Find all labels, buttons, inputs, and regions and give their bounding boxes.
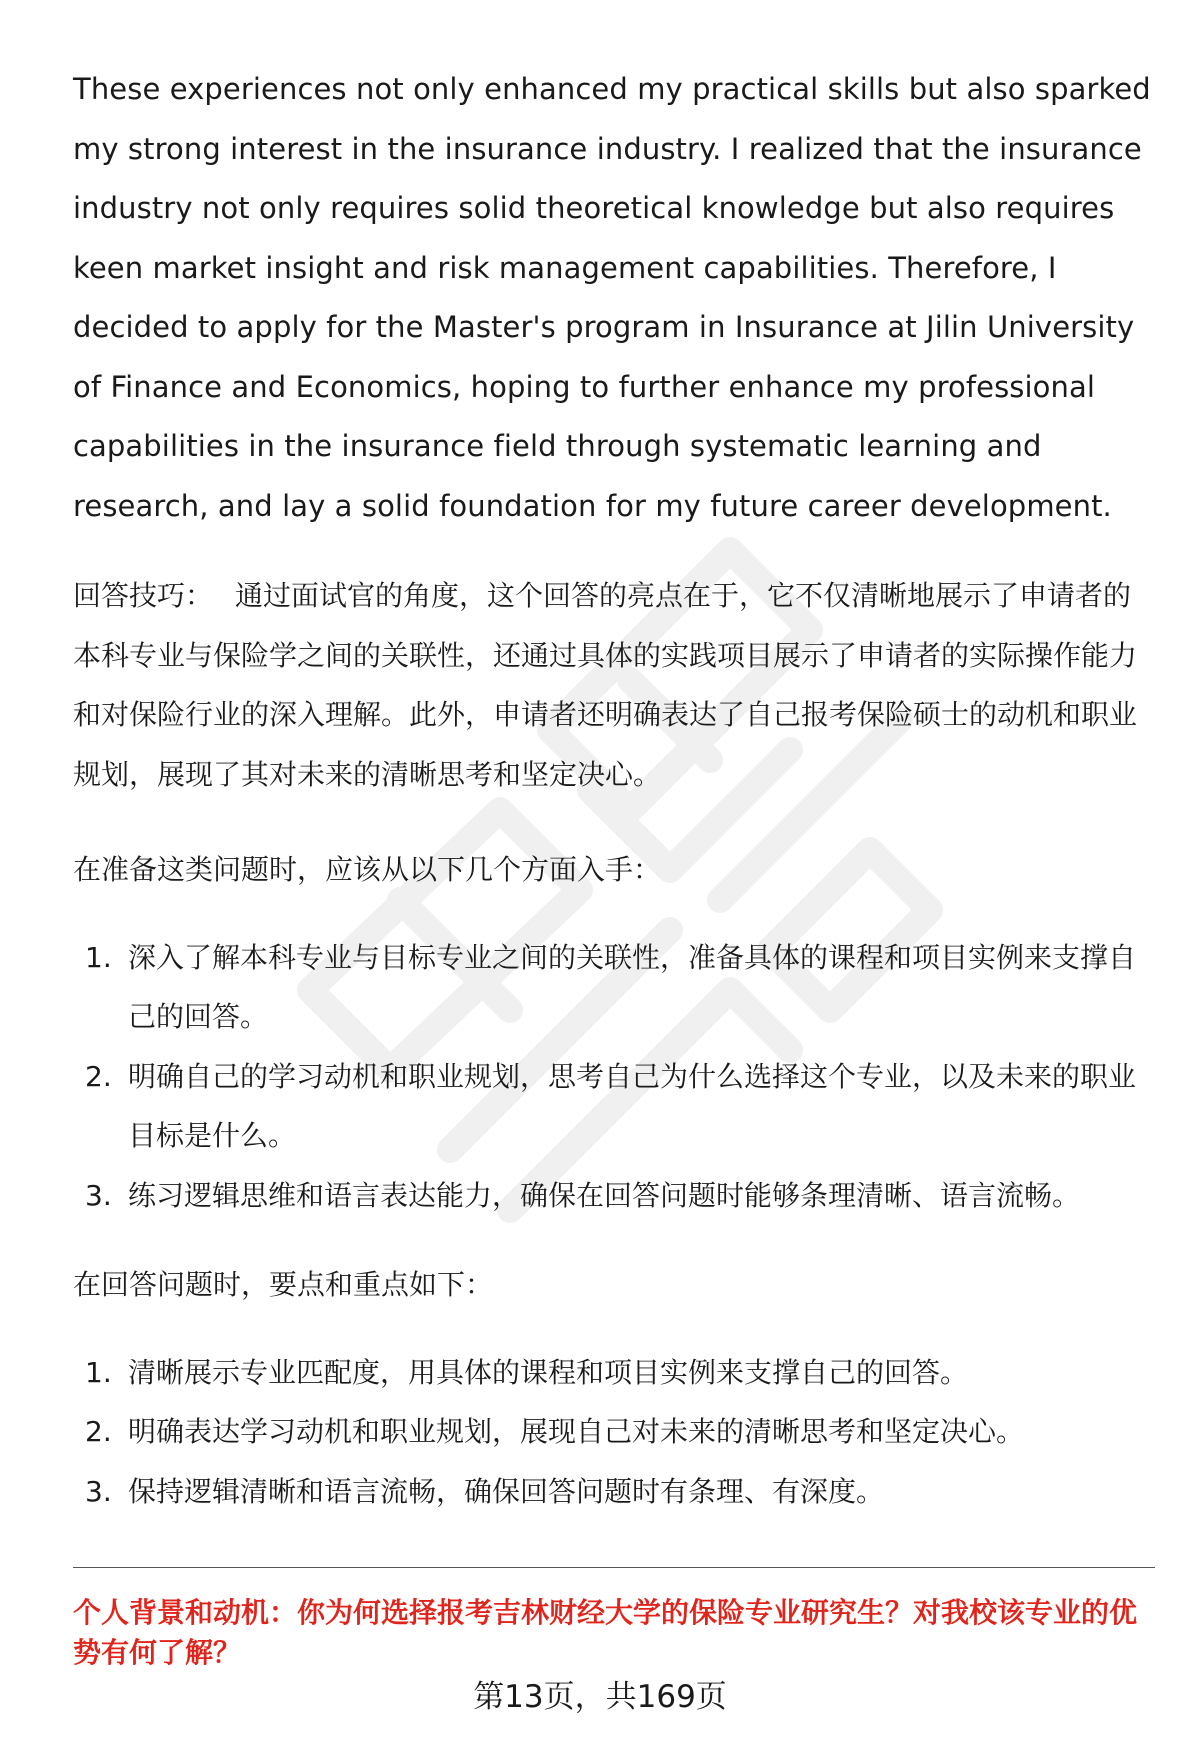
section-divider	[73, 1567, 1155, 1568]
answer-tip-label: 回答技巧：	[73, 579, 214, 612]
answer-tip-text: 通过面试官的角度，这个回答的亮点在于，它不仅清晰地展示了申请者的本科专业与保险学之间的关联性，还通过具体的实践项目展示了申请者的实际操作能力和对保险行业的深入理解。此外，申请者还明确表达了自己报考保险硕士的动机和职业规划，展现了其对未来的清晰思考和坚定决心。	[73, 579, 1138, 791]
list-item-text: 清晰展示专业匹配度，用具体的课程和项目实例来支撑自己的回答。	[128, 1355, 969, 1389]
list-item	[73, 1402, 1155, 1462]
main-content	[73, 60, 1155, 1521]
list-item	[73, 1166, 1155, 1226]
answer-tip-paragraph	[73, 566, 1155, 804]
preparation-list	[73, 928, 1155, 1226]
intro-paragraph: These experiences not only enhanced my practical skills but also sparked my strong interest in the insurance industry. I realized that the insurance industry not only requires solid theoretical knowledge but also requires keen market insight and risk management capabilities. Therefore, I decided to apply for the Master's program in Insurance at Jilin University of Finance and Economics, hoping to further enhance my professional capabilities in the insurance field through systematic learning and research, and lay a solid foundation for my future career development.	[73, 72, 1151, 523]
preparation-intro: 在准备这类问题时，应该从以下几个方面入手：	[73, 853, 662, 886]
list-item-number: 2.	[85, 1059, 112, 1093]
list-item-number: 2.	[85, 1415, 112, 1448]
list-item-text: 练习逻辑思维和语言表达能力，确保在回答问题时能够条理清晰、语言流畅。	[128, 1178, 1081, 1212]
list-item-text: 保持逻辑清晰和语言流畅，确保回答问题时有条理、有深度。	[128, 1474, 885, 1508]
list-item	[73, 1047, 1155, 1166]
list-item-number: 1.	[85, 1355, 112, 1389]
key-points-list	[73, 1343, 1155, 1522]
list-item-text: 深入了解本科专业与目标专业之间的关联性，准备具体的课程和项目实例来支撑自己的回答。	[128, 940, 1137, 1033]
list-item	[73, 928, 1155, 1047]
list-item-number: 3.	[85, 1474, 112, 1508]
list-item-text: 明确表达学习动机和职业规划，展现自己对未来的清晰思考和坚定决心。	[128, 1415, 1025, 1448]
list-item	[73, 1343, 1155, 1403]
key-points-intro: 在回答问题时，要点和重点如下：	[73, 1268, 494, 1301]
list-item	[73, 1462, 1155, 1522]
list-item-number: 3.	[85, 1178, 112, 1212]
next-question-heading: 个人背景和动机：你为何选择报考吉林财经大学的保险专业研究生？对我校该专业的优势有何了解？	[73, 1596, 1138, 1669]
page-number-footer: 第13页，共169页	[473, 1679, 727, 1715]
list-item-number: 1.	[85, 940, 112, 974]
list-item-text: 明确自己的学习动机和职业规划，思考自己为什么选择这个专业，以及未来的职业目标是什么。	[128, 1059, 1137, 1152]
